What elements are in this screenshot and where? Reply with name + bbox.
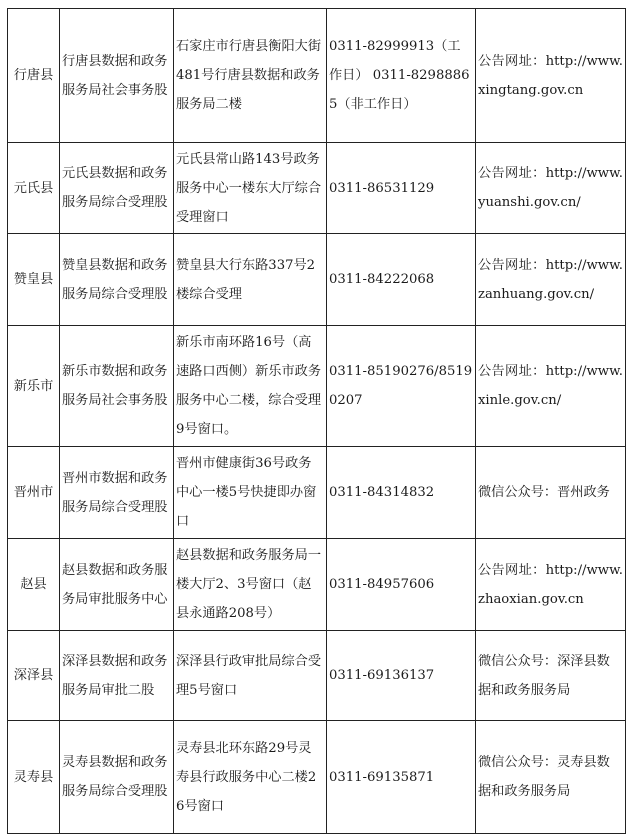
office-contact-table	[7, 8, 626, 834]
table-row	[8, 539, 626, 631]
phone-cell: 0311-82999913（工作日） 0311-82988865（非工作日）	[327, 9, 476, 143]
notice-cell: 公告网址：http://www.yuanshi.gov.cn/	[476, 143, 626, 234]
table-row	[8, 9, 626, 143]
office-cell: 深泽县数据和政务服务局审批二股	[60, 631, 174, 721]
table-row	[8, 143, 626, 234]
office-cell: 行唐县数据和政务服务局社会事务股	[60, 9, 174, 143]
phone-cell: 0311-84222068	[327, 234, 476, 326]
phone-cell: 0311-85190276/85190207	[327, 326, 476, 447]
office-cell: 赵县数据和政务服务局审批服务中心	[60, 539, 174, 631]
address-cell: 赵县数据和政务服务局一楼大厅2、3号窗口（赵县永通路208号）	[174, 539, 327, 631]
office-cell: 灵寿县数据和政务服务局综合受理股	[60, 721, 174, 834]
table-row	[8, 631, 626, 721]
county-cell: 行唐县	[8, 9, 60, 143]
phone-cell: 0311-69136137	[327, 631, 476, 721]
address-cell: 元氏县常山路143号政务服务中心一楼东大厅综合受理窗口	[174, 143, 327, 234]
notice-cell: 公告网址：http://www.xinle.gov.cn/	[476, 326, 626, 447]
office-cell: 元氏县数据和政务服务局综合受理股	[60, 143, 174, 234]
address-cell: 石家庄市行唐县衡阳大街481号行唐县数据和政务服务局二楼	[174, 9, 327, 143]
phone-cell: 0311-84314832	[327, 447, 476, 539]
office-cell: 新乐市数据和政务服务局社会事务股	[60, 326, 174, 447]
county-cell: 赞皇县	[8, 234, 60, 326]
address-cell: 新乐市南环路16号（高速路口西侧）新乐市政务服务中心二楼，综合受理9号窗口。	[174, 326, 327, 447]
notice-cell: 微信公众号：灵寿县数据和政务服务局	[476, 721, 626, 834]
county-cell: 晋州市	[8, 447, 60, 539]
phone-cell: 0311-84957606	[327, 539, 476, 631]
table-row	[8, 326, 626, 447]
office-cell: 赞皇县数据和政务服务局综合受理股	[60, 234, 174, 326]
notice-cell: 微信公众号：深泽县数据和政务服务局	[476, 631, 626, 721]
county-cell: 元氏县	[8, 143, 60, 234]
county-cell: 灵寿县	[8, 721, 60, 834]
county-cell: 新乐市	[8, 326, 60, 447]
phone-cell: 0311-86531129	[327, 143, 476, 234]
address-cell: 晋州市健康街36号政务中心一楼5号快捷即办窗口	[174, 447, 327, 539]
notice-cell: 公告网址：http://www.zhaoxian.gov.cn	[476, 539, 626, 631]
address-cell: 灵寿县北环东路29号灵寿县行政服务中心二楼26号窗口	[174, 721, 327, 834]
county-cell: 赵县	[8, 539, 60, 631]
office-cell: 晋州市数据和政务服务局综合受理股	[60, 447, 174, 539]
notice-cell: 公告网址：http://www.xingtang.gov.cn	[476, 9, 626, 143]
county-cell: 深泽县	[8, 631, 60, 721]
table-row	[8, 447, 626, 539]
notice-cell: 微信公众号：晋州政务	[476, 447, 626, 539]
notice-cell: 公告网址：http://www.zanhuang.gov.cn/	[476, 234, 626, 326]
address-cell: 深泽县行政审批局综合受理5号窗口	[174, 631, 327, 721]
phone-cell: 0311-69135871	[327, 721, 476, 834]
table-row	[8, 234, 626, 326]
table-row	[8, 721, 626, 834]
address-cell: 赞皇县大行东路337号2楼综合受理	[174, 234, 327, 326]
